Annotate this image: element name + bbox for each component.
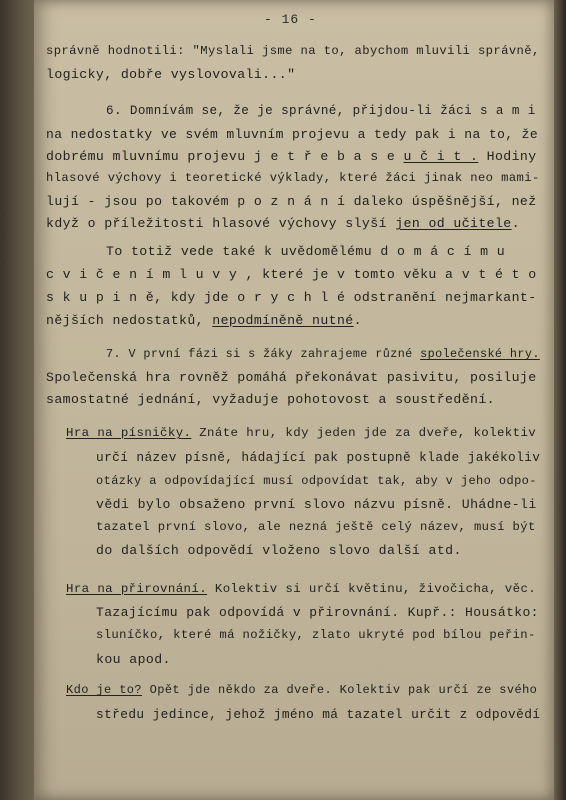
margin-mark: · xyxy=(2,210,7,219)
game-title: Hra na písničky. xyxy=(66,426,192,440)
text-line: s k u p i n ě, kdy jde o r y c h l é odstranění nejmarkant- xyxy=(46,290,537,305)
underlined-phrase: jen od učitele xyxy=(395,216,512,231)
text-line: Kdo je to? Opět jde někdo za dveře. Kolektiv pak určí ze svého xyxy=(66,683,538,697)
text-line: lují - jsou po takovém p o z n á n í daleko úspěšnější, než xyxy=(46,194,537,209)
text-line: 7. V první fázi si s žáky zahrajeme různé společenské hry. xyxy=(106,347,540,361)
text-line: sluníčko, které má nožičky, zlato ukryté pod bílou peřin- xyxy=(96,628,536,642)
text-line: samostatné jednání, vyžaduje pohotovost a soustředění. xyxy=(46,392,495,407)
underlined-phrase: u č i t . xyxy=(403,149,479,164)
text-line: Společenská hra rovněž pomáhá překonávat pasivitu, posiluje xyxy=(46,370,537,385)
text-line: na nedostatky ve svém mluvním projevu a tedy pak i na to, že xyxy=(46,127,539,142)
underlined-phrase: nepodmíněně nutné xyxy=(212,313,354,328)
underlined-phrase: společenské hry. xyxy=(420,347,540,361)
text-line: Tazajícímu pak odpovídá v přirovnání. Kupř.: Housátko: xyxy=(96,605,539,620)
binding-strip xyxy=(0,0,34,800)
text-line: Hra na přirovnání. Kolektiv si určí květinu, živočicha, věc. xyxy=(66,582,537,596)
page-number: - 16 - xyxy=(264,12,317,27)
text-line: c v i č e n í m l u v y , které je v tomto věku a v t é t o xyxy=(46,267,537,282)
text-line: logicky, dobře vyslovovali..." xyxy=(46,67,296,82)
text-line: když o příležitosti hlasové výchovy slyší jen od učitele. xyxy=(46,216,520,231)
text-line: do dalších odpovědí vloženo slovo další atd. xyxy=(96,543,462,558)
text-line: hlasové výchovy i teoretické výklady, které žáci jinak neo mami- xyxy=(46,171,540,185)
text-line: správně hodnotili: "Myslali jsme na to, abychom mluvili správně, xyxy=(46,44,540,58)
text-line: 6. Domnívám se, že je správné, přijdou-li žáci s a m i xyxy=(106,104,536,118)
text-line: určí název písně, hádající pak postupně klade jakékoliv xyxy=(96,450,541,465)
game-title: Hra na přirovnání. xyxy=(66,582,208,596)
game-title: Kdo je to? xyxy=(66,683,143,697)
text-line: nějších nedostatků, nepodmíněně nutné. xyxy=(46,313,362,328)
text-line: Hra na písničky. Znáte hru, kdy jeden jde za dveře, kolektiv xyxy=(66,426,537,440)
text-line: dobrému mluvnímu projevu j e t ř e b a s e u č i t . Hodiny xyxy=(46,149,537,164)
text-line: vědi bylo obsaženo první slovo názvu písně. Uhádne-li xyxy=(96,497,537,512)
page-edge-shadow xyxy=(554,0,566,800)
text-line: tazatel první slovo, ale nezná ještě celý název, musí být xyxy=(96,520,536,534)
text-line: otázky a odpovídající musí odpovídat tak, aby v jeho odpo- xyxy=(96,474,537,488)
margin-mark: · xyxy=(2,232,7,241)
text-line: To totiž vede také k uvědomělému d o m á c í m u xyxy=(106,244,506,259)
document-page xyxy=(34,0,554,800)
margin-mark: · xyxy=(2,258,7,267)
text-line: středu jedince, jehož jméno má tazatel určit z odpovědí xyxy=(96,707,541,722)
text-line: kou apod. xyxy=(96,652,171,667)
